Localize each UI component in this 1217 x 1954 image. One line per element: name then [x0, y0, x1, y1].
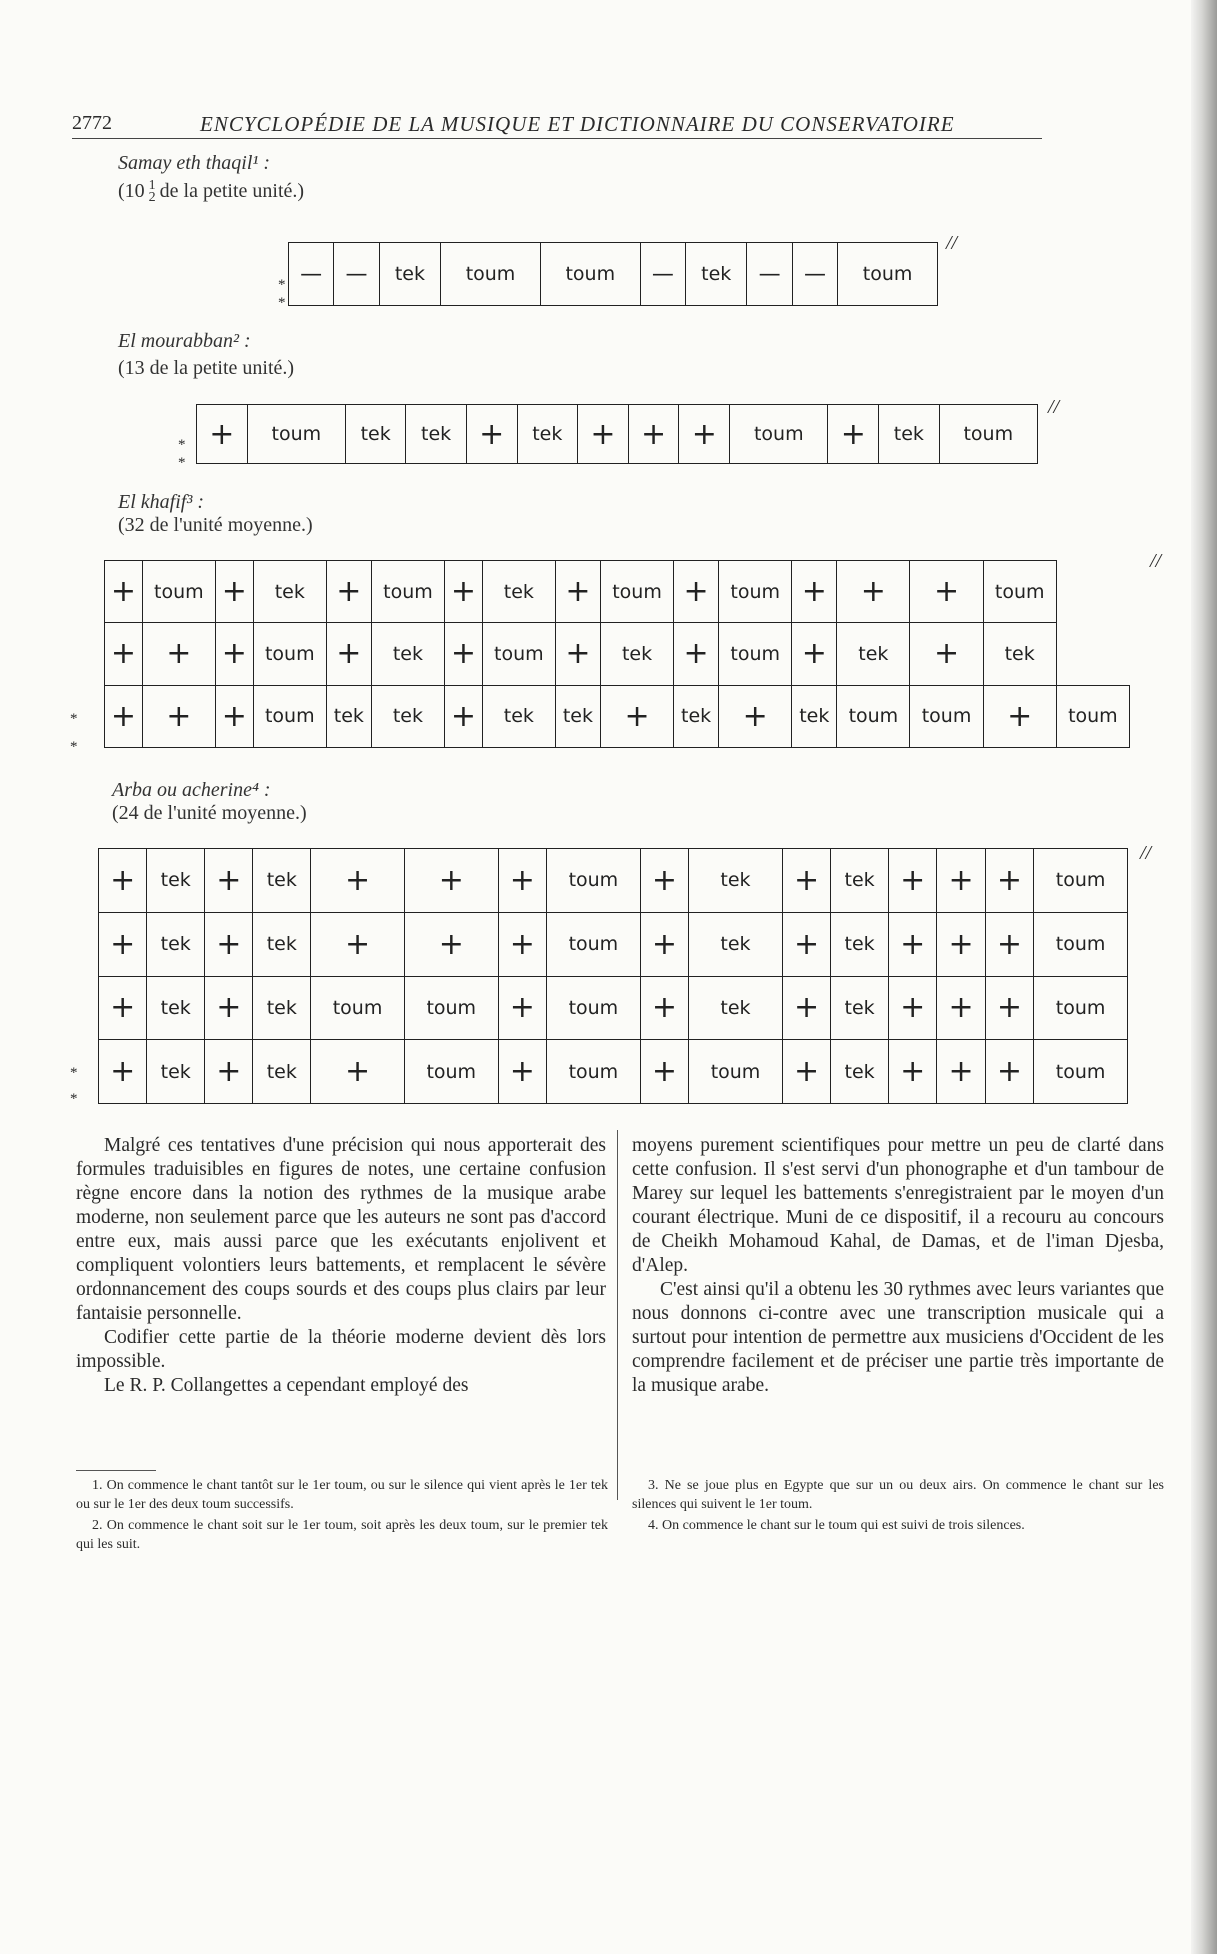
beat-tek: tek: [792, 685, 837, 747]
repeat-sign: //: [1048, 396, 1060, 418]
beat-toum: toum: [547, 1040, 641, 1104]
beat-tek: tek: [371, 623, 444, 685]
rhythm-row: [99, 849, 1128, 913]
beat-toum: toum: [547, 976, 641, 1040]
beat-plus: +: [719, 685, 792, 747]
beat-toum: toum: [311, 976, 405, 1040]
beat-plus: +: [498, 976, 546, 1040]
beat-plus: +: [311, 1040, 405, 1104]
beat-plus: +: [888, 912, 936, 976]
beat-plus: +: [600, 685, 673, 747]
body-paragraph: Malgré ces tentatives d'une précision qui nous apporterait des formules traduisibles en figures de notes, une certaine confusion règne encore dans la notion des rythmes de la musique arabe moderne, non seulement parce que les auteurs ne sont pas d'accord entre eux, mais aussi parce que les exécutants enjolivent et compliquent volontiers leurs battements, et remplacent le sévère ordonnancement des coups sourds et des coups plus clairs par leur fantaisie personnelle.: [76, 1135, 606, 1324]
beat-tek: tek: [253, 912, 311, 976]
beat-plus: +: [888, 1040, 936, 1104]
beat-toum: toum: [247, 405, 345, 464]
beat-plus: +: [888, 849, 936, 913]
beat-toum: toum: [689, 1040, 783, 1104]
beat-toum: toum: [837, 685, 910, 747]
beat-tek: tek: [253, 1040, 311, 1104]
beat-plus: +: [445, 561, 483, 623]
beat-plus: +: [937, 976, 985, 1040]
beat-plus: +: [983, 685, 1056, 747]
beat-tek: tek: [674, 685, 719, 747]
section-subtitle-samay: [118, 180, 304, 204]
beat-plus: +: [828, 405, 879, 464]
footnote: 3. Ne se joue plus en Egypte que sur un ou deux airs. On commence le chant sur les silences qui suivent le 1er toum.: [632, 1478, 1164, 1512]
beat-tek: tek: [555, 685, 600, 747]
fraction-denominator: 2: [148, 190, 156, 206]
beat-toum: toum: [1034, 912, 1128, 976]
section-title-arba: Arba ou acherine⁴ :: [112, 779, 271, 801]
beat-plus: +: [985, 849, 1033, 913]
beat-plus: +: [792, 623, 837, 685]
rhythm-row: [99, 1040, 1128, 1104]
beat-plus: +: [782, 1040, 830, 1104]
beat-plus: +: [910, 561, 983, 623]
beat-plus: +: [640, 976, 688, 1040]
beat-plus: +: [782, 912, 830, 976]
body-paragraph: Le R. P. Collangettes a cependant employé des: [104, 1375, 469, 1396]
beat-toum: toum: [1034, 976, 1128, 1040]
beat-toum: toum: [371, 561, 444, 623]
footnote: 2. On commence le chant soit sur le 1er toum, soit après les deux toum, sur le premier tek qui les suit.: [76, 1518, 608, 1552]
beat-tek: tek: [147, 976, 205, 1040]
beat-plus: +: [311, 849, 405, 913]
section-subtitle-arba: (24 de l'unité moyenne.): [112, 802, 307, 824]
star-marker: *: [70, 1065, 78, 1081]
beat-plus: +: [674, 561, 719, 623]
beat-toum: toum: [142, 561, 215, 623]
beat-tek: tek: [831, 976, 889, 1040]
beat-tek: tek: [147, 912, 205, 976]
beat-tek: tek: [147, 849, 205, 913]
section-subtitle-mourabban: (13 de la petite unité.): [118, 357, 295, 379]
beat-tek: tek: [379, 243, 440, 306]
beat-toum: toum: [482, 623, 555, 685]
footnote: 1. On commence le chant tantôt sur le 1er toum, ou sur le silence qui vient après le 1er tek ou sur le 1er des deux toum successifs.: [76, 1478, 608, 1512]
beat-plus: +: [99, 1040, 147, 1104]
body-column-right: [632, 1134, 1164, 1398]
rhythm-row: [99, 912, 1128, 976]
beat-toum: toum: [540, 243, 640, 306]
beat-plus: +: [445, 623, 483, 685]
beat-plus: +: [628, 405, 679, 464]
beat-tek: tek: [831, 912, 889, 976]
body-paragraph: C'est ainsi qu'il a obtenu les 30 rythmes avec leurs variantes que nous donnons ci-contre avec une transcription musicale qui a surtout pour intention de permettre aux musiciens d'Occident de les comprendre facilement et de préciser une partie très importante de la musique arabe.: [632, 1279, 1164, 1396]
beat-plus: +: [679, 405, 730, 464]
section-title-khafif: El khafif³ :: [118, 491, 204, 513]
beat-toum: toum: [730, 405, 828, 464]
footnotes-left: [76, 1476, 608, 1556]
page-number: 2772: [72, 112, 112, 134]
beat-toum: toum: [547, 912, 641, 976]
beat-tek: tek: [837, 623, 910, 685]
beat-toum: toum: [404, 976, 498, 1040]
column-separator: [617, 1130, 618, 1500]
beat-plus: +: [142, 685, 215, 747]
rhythm-table-samay: [288, 242, 938, 306]
beat-plus: +: [555, 561, 600, 623]
beat-plus: +: [466, 405, 517, 464]
beat-tek: tek: [406, 405, 466, 464]
star-marker: *: [70, 739, 78, 755]
beat-toum: toum: [719, 623, 792, 685]
beat-plus: +: [215, 685, 253, 747]
beat-plus: +: [105, 685, 143, 747]
beat-plus: +: [404, 849, 498, 913]
star-marker: *: [178, 437, 186, 453]
footnote: 4. On commence le chant sur le toum qui est suivi de trois silences.: [648, 1518, 1025, 1533]
beat-toum: toum: [1034, 849, 1128, 913]
beat-plus: +: [197, 405, 248, 464]
beat-tek: tek: [253, 561, 326, 623]
footnote-rule: [76, 1470, 156, 1471]
section-title-samay: Samay eth thaqil¹ :: [118, 152, 271, 174]
rhythm-row: [289, 243, 938, 306]
rhythm-table-arba: [98, 848, 1128, 1104]
beat-silence: —: [792, 243, 837, 306]
page-header: [72, 112, 1042, 139]
body-column-left: [76, 1134, 606, 1398]
beat-tek: tek: [983, 623, 1056, 685]
beat-plus: +: [640, 912, 688, 976]
beat-plus: +: [782, 849, 830, 913]
beat-plus: +: [498, 849, 546, 913]
rhythm-table-khafif: [104, 560, 1130, 748]
fraction-numerator: 1: [148, 178, 156, 194]
beat-plus: +: [792, 561, 837, 623]
beat-plus: +: [985, 1040, 1033, 1104]
beat-tek: tek: [879, 405, 939, 464]
beat-tek: tek: [253, 976, 311, 1040]
beat-plus: +: [937, 1040, 985, 1104]
beat-plus: +: [215, 561, 253, 623]
beat-plus: +: [205, 976, 253, 1040]
beat-plus: +: [142, 623, 215, 685]
beat-plus: +: [498, 912, 546, 976]
beat-tek: tek: [482, 685, 555, 747]
beat-tek: tek: [689, 912, 783, 976]
beat-toum: toum: [600, 561, 673, 623]
beat-plus: +: [445, 685, 483, 747]
star-marker: *: [278, 277, 286, 293]
beat-plus: +: [498, 1040, 546, 1104]
beat-plus: +: [910, 623, 983, 685]
beat-toum: toum: [838, 243, 938, 306]
beat-tek: tek: [482, 561, 555, 623]
beat-plus: +: [674, 623, 719, 685]
beat-plus: +: [205, 1040, 253, 1104]
beat-silence: —: [747, 243, 792, 306]
beat-plus: +: [578, 405, 629, 464]
beat-tek: tek: [689, 976, 783, 1040]
beat-toum: toum: [1034, 1040, 1128, 1104]
star-marker: *: [70, 711, 78, 727]
beat-plus: +: [985, 976, 1033, 1040]
beat-plus: +: [99, 912, 147, 976]
beat-tek: tek: [326, 685, 371, 747]
beat-toum: toum: [719, 561, 792, 623]
beat-tek: tek: [147, 1040, 205, 1104]
star-marker: *: [70, 1091, 78, 1107]
subtitle-pre: (10: [118, 180, 145, 202]
rhythm-row: [99, 976, 1128, 1040]
rhythm-table-mourabban: [196, 404, 1038, 464]
beat-plus: +: [937, 849, 985, 913]
beat-toum: toum: [253, 685, 326, 747]
beat-silence: —: [334, 243, 379, 306]
beat-toum: toum: [1056, 685, 1129, 747]
beat-tek: tek: [686, 243, 747, 306]
beat-plus: +: [99, 849, 147, 913]
beat-plus: +: [205, 849, 253, 913]
beat-toum: toum: [983, 561, 1056, 623]
beat-silence: —: [640, 243, 685, 306]
repeat-sign: //: [1150, 550, 1162, 572]
beat-plus: +: [555, 623, 600, 685]
beat-plus: +: [311, 912, 405, 976]
beat-tek: tek: [371, 685, 444, 747]
body-paragraph: moyens purement scientifiques pour mettre un peu de clarté dans cette confusion. Il s'est servi d'un phonographe et d'un tambour de Marey sur lequel les battements s'enregistraient par le moyen d'un courant électrique. Muni de ce dispositif, il a recouru au concours de Cheikh Mohamoud Kahal, de Damas, et de l'iman Djesba, d'Alep.: [632, 1135, 1164, 1276]
beat-plus: +: [105, 561, 143, 623]
star-marker: *: [178, 455, 186, 471]
beat-plus: +: [326, 561, 371, 623]
subtitle-fraction: [149, 180, 156, 204]
beat-tek: tek: [600, 623, 673, 685]
beat-plus: +: [640, 1040, 688, 1104]
footnotes-right: [632, 1476, 1164, 1537]
beat-silence: —: [289, 243, 334, 306]
section-subtitle-khafif: (32 de l'unité moyenne.): [118, 514, 313, 536]
beat-tek: tek: [517, 405, 577, 464]
running-title: ENCYCLOPÉDIE DE LA MUSIQUE ET DICTIONNAIRE DU CONSERVATOIRE: [200, 112, 955, 136]
beat-plus: +: [205, 912, 253, 976]
repeat-sign: //: [1140, 842, 1152, 864]
beat-toum: toum: [547, 849, 641, 913]
beat-plus: +: [888, 976, 936, 1040]
beat-plus: +: [837, 561, 910, 623]
beat-plus: +: [99, 976, 147, 1040]
beat-toum: toum: [441, 243, 541, 306]
rhythm-row: [105, 623, 1130, 685]
beat-tek: tek: [831, 849, 889, 913]
page-edge-shadow: [1191, 0, 1217, 1954]
beat-plus: +: [937, 912, 985, 976]
star-marker: *: [278, 295, 286, 311]
beat-tek: tek: [345, 405, 405, 464]
beat-plus: +: [105, 623, 143, 685]
beat-plus: +: [985, 912, 1033, 976]
beat-plus: +: [326, 623, 371, 685]
beat-toum: toum: [253, 623, 326, 685]
repeat-sign: //: [946, 232, 958, 254]
beat-plus: +: [640, 849, 688, 913]
beat-toum: toum: [404, 1040, 498, 1104]
beat-plus: +: [404, 912, 498, 976]
beat-tek: tek: [253, 849, 311, 913]
rhythm-row: [105, 685, 1130, 747]
subtitle-post: de la petite unité.): [159, 180, 305, 202]
section-title-mourabban: El mourabban² :: [118, 330, 251, 352]
body-paragraph: Codifier cette partie de la théorie moderne devient dès lors impossible.: [76, 1327, 606, 1372]
rhythm-row: [105, 561, 1130, 623]
beat-plus: +: [215, 623, 253, 685]
beat-toum: toum: [939, 405, 1037, 464]
beat-tek: tek: [689, 849, 783, 913]
rhythm-row: [197, 405, 1038, 464]
beat-plus: +: [782, 976, 830, 1040]
beat-toum: toum: [910, 685, 983, 747]
beat-tek: tek: [831, 1040, 889, 1104]
